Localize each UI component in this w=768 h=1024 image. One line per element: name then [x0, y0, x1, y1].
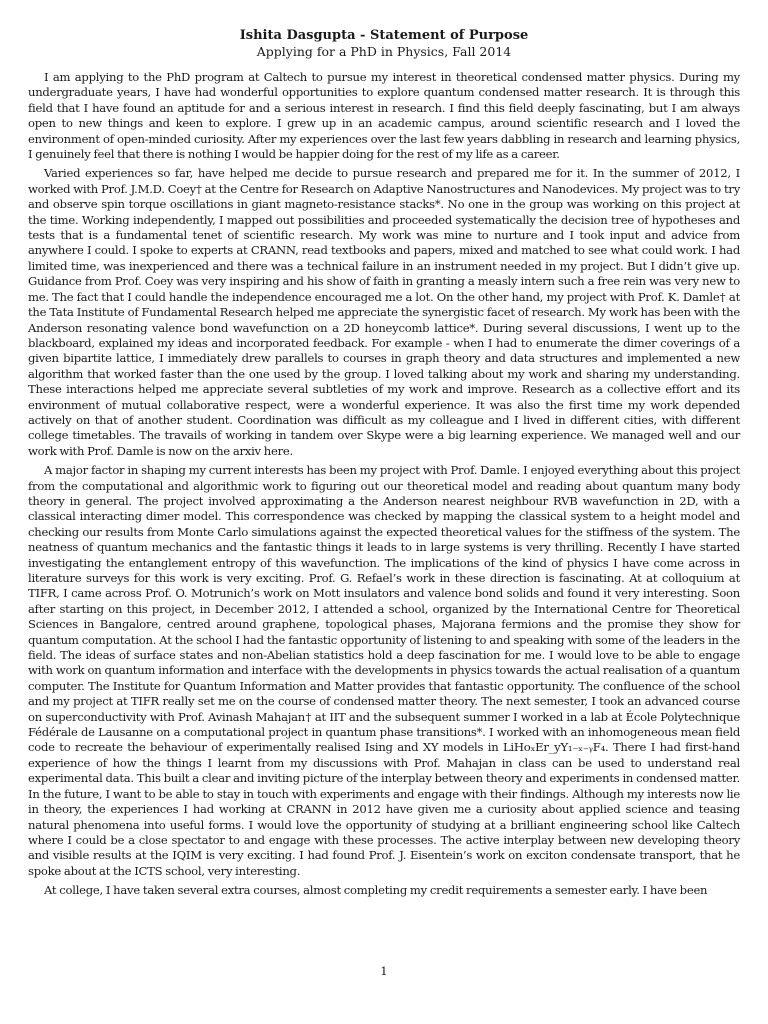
paragraph-1: I am applying to the PhD program at Caltech to pursue my interest in theoretical condensed matter physics. During my undergraduate years, I have had wonderful opportunities to explore quantum condensed matter research. It is through this field that I have found an aptitude for and a serious interest in research. I find this field deeply fascinating, but I am always open to new things and keen to explore. I grew up in an academic campus, around scientific research and I loved the environment of open-minded curiosity. After my experiences over the last few years dabbling in research and learning physics, I genuinely feel that there is nothing I would be happier doing for the rest of my life as a career. [28, 70, 740, 162]
page-number: 1 [380, 964, 388, 978]
document-title: Ishita Dasgupta - Statement of Purpose [239, 28, 529, 43]
paragraph-4: At college, I have taken several extra courses, almost completing my credit requirements a semester early. I have been [44, 883, 708, 898]
document-body [28, 70, 740, 899]
paragraph-3: A major factor in shaping my current interests has been my project with Prof. Damle. I enjoyed everything about this project from the computational and algorithmic work to figuring out our theoretical model and reading about quantum many body theory in general. The project involved approximating a the Anderson nearest neighbour RVB wavefunction in 2D, with a classical interacting dimer model. This correspondence was checked by mapping the classical system to a height model and checking our results from Monte Carlo simulations against the expected theoretical values for the stiffness of the system. The neatness of quantum mechanics and the fantastic things it leads to in large systems is very thrilling. Recently I have started investigating the entanglement entropy of this wavefunction. The implications of the kind of physics I have come across in literature surveys for this work is very exciting. Prof. G. Refael’s work in these direction is fascinating. At at colloquium at TIFR, I came across Prof. O. Motrunich’s work on Mott insulators and valence bond solids and found it very interesting. Soon after starting on this project, in December 2012, I attended a school, organized by the International Centre for Theoretical Sciences in Bangalore, centred around graphene, topological phases, Majorana fermions and the promise they show for quantum computation. At the school I had the fantastic opportunity of listening to and speaking with some of the leaders in the field. The ideas of surface states and non-Abelian statistics hold a deep fascination for me. I would love to be able to engage with work on quantum information and interface with the developments in physics towards the actual realisation of a quantum computer. The Institute for Quantum Information and Matter provides that fantastic opportunity. The confluence of the school and my project at TIFR really set me on the course of condensed matter theory. The next semester, I took an advanced course on superconductivity with Prof. Avinash Mahajan† at IIT and the subsequent summer I worked in a lab at École Polytechnique Fédérale de Lausanne on a computational project in quantum phase transitions*. I worked with an inhomogeneous mean field code to recreate the behaviour of experimentally realised Ising and XY models in LiHoₓEr_yY₁₋ₓ₋ᵧF₄. There I had first-hand experience of how the things I learnt from my discussions with Prof. Mahajan in class can be used to understand real experimental data. This built a clear and inviting picture of the interplay between theory and experiments in condensed matter. In the future, I want to be able to stay in touch with experiments and engage with their findings. Although my interests now lie in theory, the experiences I had working at CRANN in 2012 have given me a curiosity about applied science and teasing natural phenomena into useful forms. I would love the opportunity of studying at a brilliant engineering school like Caltech where I could be a close spectator to and engage with these processes. The active interplay between new developing theory and visible results at the IQIM is very exciting. I had found Prof. J. Eisentein’s work on exciton condensate transport, that he spoke about at the ICTS school, very interesting. [28, 463, 740, 878]
paragraph-2: Varied experiences so far, have helped me decide to pursue research and prepared me for it. In the summer of 2012, I worked with Prof. J.M.D. Coey† at the Centre for Research on Adaptive Nanostructures and Nanodevices. My project was to try and observe spin torque oscillations in giant magneto-resistance stacks*. No one in the group was working on this project at the time. Working independently, I mapped out possibilities and proceeded systematically the decision tree of hypotheses and tests that is a fundamental tenet of scientific research. My work was mine to nurture and I took input and advice from anywhere I could. I spoke to experts at CRANN, read textbooks and papers, mixed and matched to see what could work. I had limited time, was inexperienced and there was a technical failure in an instrument needed in my project. But I didn’t give up. Guidance from Prof. Coey was very inspiring and his show of faith in granting a measly intern such a free rein was very new to me. The fact that I could handle the independence encouraged me a lot. On the other hand, my project with Prof. K. Damle† at the Tata Institute of Fundamental Research helped me appreciate the synergistic facet of research. My work has been with the Anderson resonating valence bond wavefunction on a 2D honeycomb lattice*. During several discussions, I went up to the blackboard, explained my ideas and incorporated feedback. For example - when I had to enumerate the dimer coverings of a given bipartite lattice, I immediately drew parallels to courses in graph theory and data structures and implemented a new algorithm that worked faster than the one used by the group. I loved talking about my work and sharing my understanding. These interactions helped me appreciate several subtleties of my work and improve. Research as a collective effort and its environment of mutual collaborative respect, were a wonderful experience. It was also the first time my work depended actively on that of another student. Coordination was difficult as my colleague and I lived in different cities, with different college timetables. The travails of working in tandem over Skype were a big learning experience. We managed well and our work with Prof. Damle is now on the arxiv here. [28, 166, 740, 458]
document-subtitle: Applying for a PhD in Physics, Fall 2014 [256, 44, 512, 59]
